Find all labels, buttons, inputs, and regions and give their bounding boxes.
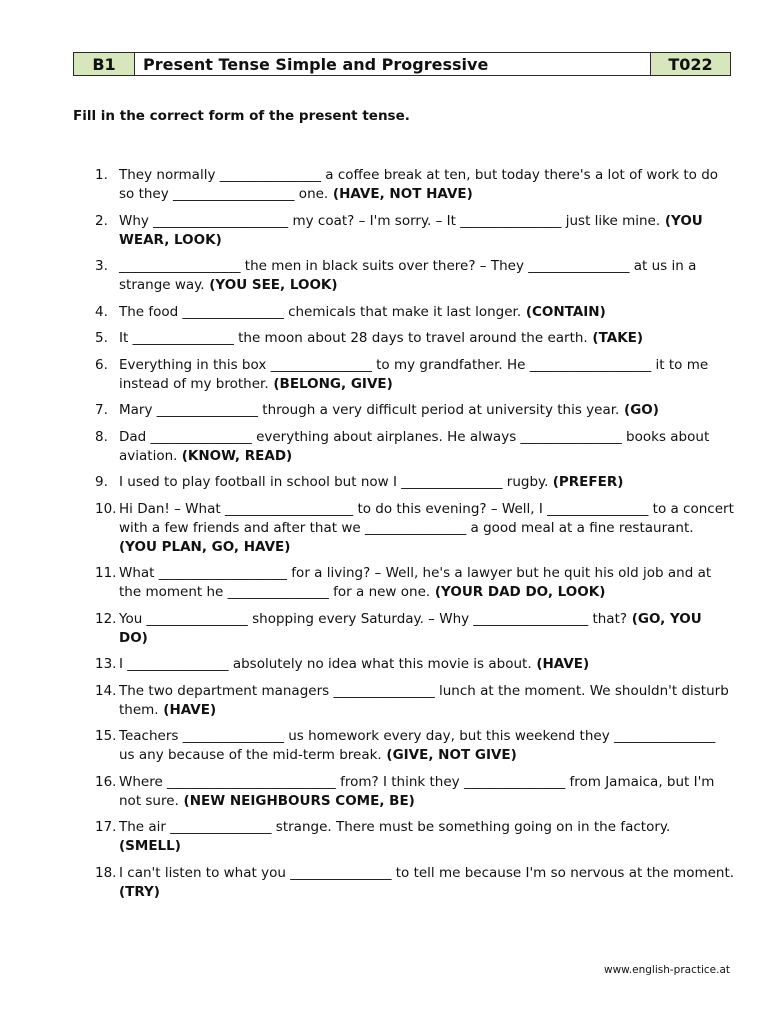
exercise-item	[95, 773, 735, 811]
item-number: 13.	[95, 656, 117, 672]
exercise-item	[95, 473, 735, 492]
item-hint: (GIVE, NOT GIVE)	[381, 747, 517, 763]
exercise-item	[95, 303, 735, 322]
worksheet-code: T022	[650, 53, 730, 75]
item-sentence: They normally _______________ a coffee break at ten, but today there's a lot of work to do so they __________________ one.	[119, 167, 719, 202]
item-sentence: The two department managers _______________ lunch at the moment. We shouldn't disturb them.	[119, 682, 729, 718]
item-hint: (YOU SEE, LOOK)	[204, 277, 338, 293]
item-number: 4.	[95, 303, 108, 320]
item-hint: (NEW NEIGHBOURS COME, BE)	[178, 792, 415, 809]
exercise-item	[95, 428, 735, 466]
item-hint: (YOU PLAN, GO, HAVE)	[119, 538, 291, 555]
item-sentence: Everything in this box _______________ to my grandfather. He __________________ it to me instead of my brother.	[119, 356, 709, 392]
exercise-item	[95, 818, 735, 856]
item-hint: (YOU WEAR, LOOK)	[119, 212, 703, 248]
instruction-text: Fill in the correct form of the present tense.	[73, 108, 410, 124]
item-number: 6.	[95, 356, 108, 373]
item-number: 1.	[95, 167, 108, 183]
item-text	[119, 329, 735, 348]
item-hint: (TAKE)	[587, 330, 644, 346]
exercise-item	[95, 356, 735, 394]
item-number: 15.	[95, 728, 117, 744]
item-number: 5.	[95, 330, 108, 346]
item-number: 11.	[95, 565, 117, 581]
item-hint: (GO)	[619, 402, 659, 418]
worksheet-header	[73, 52, 731, 76]
item-number: 3.	[95, 258, 108, 274]
item-sentence: Mary _______________ through a very difficult period at university this year.	[119, 402, 620, 418]
item-sentence: Teachers _______________ us homework every day, but this weekend they _______________ us any because of the mid-term break.	[119, 728, 716, 763]
item-text	[119, 212, 735, 250]
item-hint: (PREFER)	[552, 474, 624, 490]
exercise-item	[95, 727, 735, 765]
item-hint: (HAVE)	[531, 656, 590, 672]
item-hint: (CONTAIN)	[521, 303, 606, 320]
item-text	[119, 401, 735, 420]
item-sentence: The air _______________ strange. There must be something going on in the factory.	[119, 819, 671, 835]
item-sentence: I used to play football in school but now I _______________ rugby.	[119, 474, 553, 490]
item-sentence: __________________ the men in black suits over there? – They _______________ at us in a strange way.	[119, 258, 697, 293]
item-text	[119, 500, 735, 557]
item-text	[119, 682, 735, 720]
item-hint: (KNOW, READ)	[181, 447, 293, 464]
item-sentence: The food _______________ chemicals that make it last longer.	[119, 303, 522, 320]
item-sentence: Where _________________________ from? I think they _______________ from Jamaica, but I'm not sure.	[119, 773, 715, 809]
item-number: 9.	[95, 474, 108, 490]
item-text	[119, 564, 735, 602]
item-hint: (GO, YOU DO)	[119, 610, 702, 646]
item-number: 7.	[95, 402, 108, 418]
item-number: 8.	[95, 428, 108, 445]
exercise-list	[95, 166, 735, 909]
item-sentence: What ___________________ for a living? – Well, he's a lawyer but he quit his old job and at the moment he _______________ for a new one.	[119, 565, 712, 600]
item-text	[119, 864, 735, 902]
exercise-item	[95, 864, 735, 902]
item-text	[119, 166, 735, 204]
item-sentence: I _______________ absolutely no idea what this movie is about.	[119, 656, 532, 672]
exercise-item	[95, 610, 735, 648]
exercise-item	[95, 401, 735, 420]
footer-url: www.english-practice.at	[603, 964, 730, 976]
item-text	[119, 356, 735, 394]
item-text	[119, 818, 735, 856]
item-sentence: Hi Dan! – What ___________________ to do this evening? – Well, I _______________ to a concert with a few friends and after that we _______________ a good meal at a fine restaurant.	[119, 500, 734, 536]
item-text	[119, 303, 735, 322]
exercise-item	[95, 655, 735, 674]
exercise-item	[95, 329, 735, 348]
exercise-item	[95, 564, 735, 602]
item-hint: (SMELL)	[119, 838, 181, 854]
item-text	[119, 473, 735, 492]
item-number: 16.	[95, 773, 117, 790]
item-text	[119, 428, 735, 466]
item-hint: (HAVE, NOT HAVE)	[328, 186, 473, 202]
item-text	[119, 257, 735, 295]
exercise-item	[95, 166, 735, 204]
item-number: 2.	[95, 212, 108, 229]
item-text	[119, 610, 735, 648]
item-sentence: Dad _______________ everything about airplanes. He always _______________ books about aviation.	[119, 428, 710, 464]
item-hint: (TRY)	[119, 883, 160, 900]
exercise-item	[95, 500, 735, 557]
exercise-item	[95, 682, 735, 720]
item-sentence: Why ____________________ my coat? – I'm sorry. – It _______________ just like mine.	[119, 212, 661, 229]
item-number: 12.	[95, 610, 117, 627]
item-sentence: It _______________ the moon about 28 days to travel around the earth.	[119, 330, 588, 346]
level-label: B1	[74, 53, 135, 75]
item-number: 17.	[95, 819, 117, 835]
item-number: 14.	[95, 682, 117, 699]
item-sentence: I can't listen to what you _______________ to tell me because I'm so nervous at the moment.	[119, 864, 735, 881]
worksheet-title: Present Tense Simple and Progressive	[135, 53, 650, 75]
item-hint: (HAVE)	[158, 701, 217, 718]
exercise-item	[95, 257, 735, 295]
item-number: 18.	[95, 864, 117, 881]
item-hint: (BELONG, GIVE)	[268, 375, 393, 392]
item-text	[119, 773, 735, 811]
item-number: 10.	[95, 500, 117, 517]
exercise-item	[95, 212, 735, 250]
item-text	[119, 655, 735, 674]
item-sentence: You _______________ shopping every Saturday. – Why _________________ that?	[119, 610, 628, 627]
item-hint: (YOUR DAD DO, LOOK)	[430, 584, 606, 600]
item-text	[119, 727, 735, 765]
